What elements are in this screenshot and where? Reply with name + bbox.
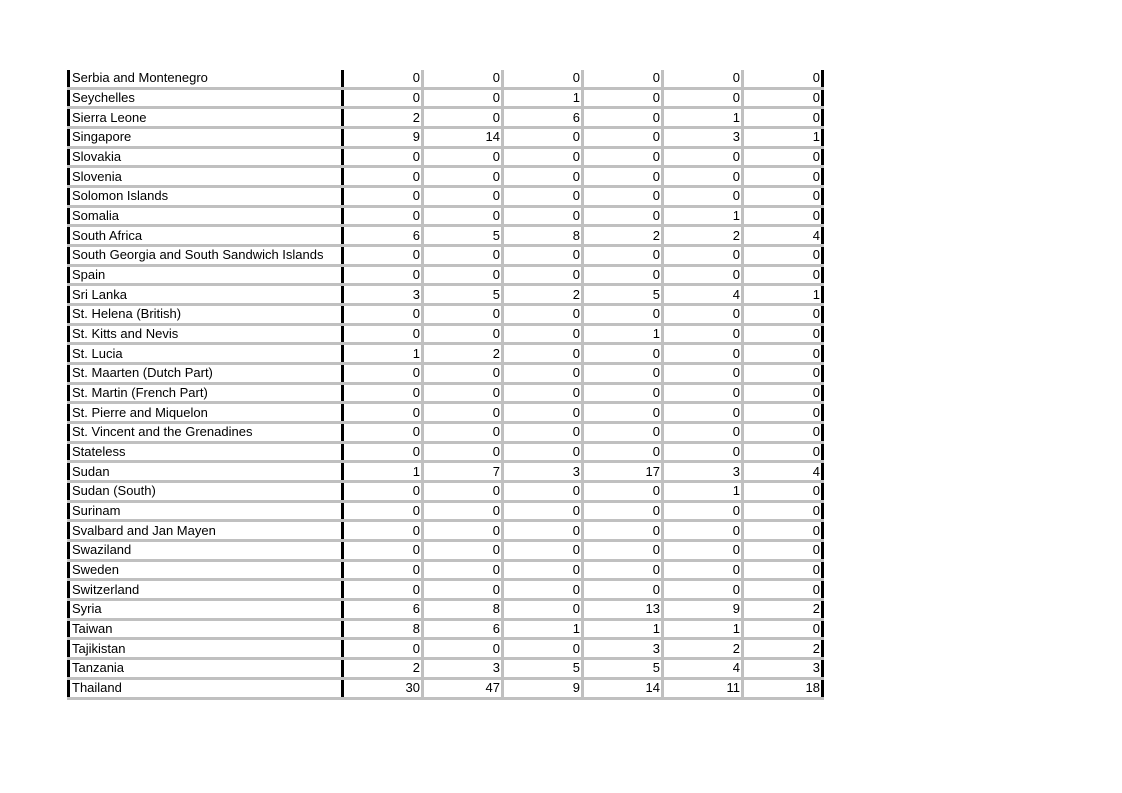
country-name-cell: Svalbard and Jan Mayen xyxy=(69,521,343,541)
table-row xyxy=(69,344,823,364)
table-row xyxy=(69,619,823,639)
value-cell-col-1: 2 xyxy=(343,108,423,128)
value-cell-col-3: 1 xyxy=(503,619,583,639)
table-row xyxy=(69,639,823,659)
value-cell-col-1: 0 xyxy=(343,187,423,207)
value-cell-col-3: 0 xyxy=(503,521,583,541)
value-cell-col-1: 0 xyxy=(343,246,423,266)
value-cell-col-1: 0 xyxy=(343,70,423,88)
value-cell-col-3: 0 xyxy=(503,383,583,403)
value-cell-col-1: 0 xyxy=(343,482,423,502)
value-cell-col-6: 0 xyxy=(743,442,823,462)
country-name-cell: South Africa xyxy=(69,226,343,246)
table-row xyxy=(69,423,823,443)
value-cell-col-3: 0 xyxy=(503,442,583,462)
country-name-cell: Singapore xyxy=(69,128,343,148)
value-cell-col-5: 1 xyxy=(663,482,743,502)
table-row xyxy=(69,246,823,266)
table-row xyxy=(69,580,823,600)
value-cell-col-4: 1 xyxy=(583,619,663,639)
value-cell-col-5: 0 xyxy=(663,324,743,344)
country-name-cell: Sudan xyxy=(69,462,343,482)
value-cell-col-1: 0 xyxy=(343,560,423,580)
table-row xyxy=(69,600,823,620)
table-row xyxy=(69,305,823,325)
country-name-cell: St. Helena (British) xyxy=(69,305,343,325)
value-cell-col-6: 0 xyxy=(743,403,823,423)
value-cell-col-4: 1 xyxy=(583,324,663,344)
value-cell-col-4: 5 xyxy=(583,285,663,305)
value-cell-col-6: 18 xyxy=(743,678,823,698)
country-name-cell: Sweden xyxy=(69,560,343,580)
value-cell-col-3: 8 xyxy=(503,226,583,246)
value-cell-col-1: 0 xyxy=(343,521,423,541)
value-cell-col-5: 0 xyxy=(663,501,743,521)
value-cell-col-3: 0 xyxy=(503,560,583,580)
value-cell-col-6: 0 xyxy=(743,580,823,600)
value-cell-col-6: 1 xyxy=(743,285,823,305)
value-cell-col-4: 0 xyxy=(583,560,663,580)
value-cell-col-6: 2 xyxy=(743,639,823,659)
country-name-cell: Switzerland xyxy=(69,580,343,600)
country-name-cell: Sudan (South) xyxy=(69,482,343,502)
value-cell-col-4: 0 xyxy=(583,167,663,187)
value-cell-col-5: 0 xyxy=(663,88,743,108)
value-cell-col-2: 0 xyxy=(423,521,503,541)
value-cell-col-5: 2 xyxy=(663,226,743,246)
table-row xyxy=(69,462,823,482)
value-cell-col-6: 0 xyxy=(743,88,823,108)
value-cell-col-2: 0 xyxy=(423,501,503,521)
value-cell-col-5: 3 xyxy=(663,462,743,482)
table-row xyxy=(69,383,823,403)
table-body xyxy=(69,70,823,698)
value-cell-col-2: 7 xyxy=(423,462,503,482)
value-cell-col-5: 0 xyxy=(663,265,743,285)
value-cell-col-4: 0 xyxy=(583,364,663,384)
value-cell-col-6: 4 xyxy=(743,462,823,482)
value-cell-col-5: 0 xyxy=(663,423,743,443)
country-name-cell: South Georgia and South Sandwich Islands xyxy=(69,246,343,266)
value-cell-col-5: 11 xyxy=(663,678,743,698)
value-cell-col-2: 0 xyxy=(423,364,503,384)
value-cell-col-5: 0 xyxy=(663,580,743,600)
country-name-cell: Solomon Islands xyxy=(69,187,343,207)
country-name-cell: Tajikistan xyxy=(69,639,343,659)
value-cell-col-2: 5 xyxy=(423,226,503,246)
value-cell-col-5: 4 xyxy=(663,659,743,679)
value-cell-col-1: 0 xyxy=(343,265,423,285)
table-row xyxy=(69,501,823,521)
value-cell-col-5: 1 xyxy=(663,206,743,226)
country-name-cell: Thailand xyxy=(69,678,343,698)
value-cell-col-5: 0 xyxy=(663,70,743,88)
value-cell-col-2: 0 xyxy=(423,265,503,285)
table-row xyxy=(69,70,823,88)
value-cell-col-5: 0 xyxy=(663,187,743,207)
value-cell-col-4: 0 xyxy=(583,108,663,128)
value-cell-col-1: 0 xyxy=(343,324,423,344)
value-cell-col-4: 0 xyxy=(583,246,663,266)
value-cell-col-1: 6 xyxy=(343,600,423,620)
value-cell-col-1: 6 xyxy=(343,226,423,246)
value-cell-col-4: 0 xyxy=(583,344,663,364)
value-cell-col-4: 0 xyxy=(583,580,663,600)
value-cell-col-1: 0 xyxy=(343,383,423,403)
value-cell-col-3: 0 xyxy=(503,324,583,344)
table-row xyxy=(69,265,823,285)
value-cell-col-6: 0 xyxy=(743,482,823,502)
value-cell-col-1: 1 xyxy=(343,462,423,482)
value-cell-col-2: 2 xyxy=(423,344,503,364)
country-name-cell: St. Martin (French Part) xyxy=(69,383,343,403)
country-name-cell: Slovakia xyxy=(69,147,343,167)
value-cell-col-6: 3 xyxy=(743,659,823,679)
country-name-cell: St. Lucia xyxy=(69,344,343,364)
value-cell-col-1: 2 xyxy=(343,659,423,679)
country-name-cell: Sri Lanka xyxy=(69,285,343,305)
value-cell-col-4: 0 xyxy=(583,501,663,521)
value-cell-col-5: 0 xyxy=(663,147,743,167)
value-cell-col-5: 3 xyxy=(663,128,743,148)
value-cell-col-6: 0 xyxy=(743,167,823,187)
table-row xyxy=(69,108,823,128)
value-cell-col-4: 0 xyxy=(583,70,663,88)
value-cell-col-2: 6 xyxy=(423,619,503,639)
value-cell-col-2: 0 xyxy=(423,560,503,580)
value-cell-col-6: 0 xyxy=(743,206,823,226)
value-cell-col-4: 0 xyxy=(583,383,663,403)
value-cell-col-4: 0 xyxy=(583,265,663,285)
value-cell-col-6: 0 xyxy=(743,521,823,541)
value-cell-col-1: 0 xyxy=(343,167,423,187)
value-cell-col-6: 0 xyxy=(743,246,823,266)
value-cell-col-4: 0 xyxy=(583,541,663,561)
country-name-cell: Somalia xyxy=(69,206,343,226)
value-cell-col-6: 0 xyxy=(743,541,823,561)
value-cell-col-5: 0 xyxy=(663,383,743,403)
country-name-cell: Taiwan xyxy=(69,619,343,639)
value-cell-col-6: 4 xyxy=(743,226,823,246)
value-cell-col-5: 9 xyxy=(663,600,743,620)
value-cell-col-5: 4 xyxy=(663,285,743,305)
table-row xyxy=(69,659,823,679)
value-cell-col-6: 0 xyxy=(743,364,823,384)
value-cell-col-2: 0 xyxy=(423,108,503,128)
country-data-table xyxy=(67,70,824,700)
value-cell-col-4: 0 xyxy=(583,206,663,226)
value-cell-col-2: 0 xyxy=(423,246,503,266)
value-cell-col-3: 0 xyxy=(503,70,583,88)
value-cell-col-3: 0 xyxy=(503,344,583,364)
value-cell-col-2: 0 xyxy=(423,403,503,423)
value-cell-col-1: 0 xyxy=(343,580,423,600)
value-cell-col-2: 0 xyxy=(423,423,503,443)
country-name-cell: St. Vincent and the Grenadines xyxy=(69,423,343,443)
value-cell-col-3: 0 xyxy=(503,246,583,266)
value-cell-col-3: 5 xyxy=(503,659,583,679)
value-cell-col-3: 1 xyxy=(503,88,583,108)
value-cell-col-3: 0 xyxy=(503,206,583,226)
value-cell-col-3: 0 xyxy=(503,265,583,285)
value-cell-col-6: 0 xyxy=(743,147,823,167)
value-cell-col-1: 0 xyxy=(343,88,423,108)
value-cell-col-1: 0 xyxy=(343,639,423,659)
value-cell-col-6: 0 xyxy=(743,423,823,443)
value-cell-col-1: 0 xyxy=(343,423,423,443)
value-cell-col-6: 0 xyxy=(743,560,823,580)
table-row xyxy=(69,206,823,226)
country-name-cell: Serbia and Montenegro xyxy=(69,70,343,88)
table-row xyxy=(69,442,823,462)
value-cell-col-5: 0 xyxy=(663,541,743,561)
value-cell-col-2: 0 xyxy=(423,70,503,88)
value-cell-col-2: 47 xyxy=(423,678,503,698)
value-cell-col-4: 0 xyxy=(583,482,663,502)
value-cell-col-5: 0 xyxy=(663,521,743,541)
country-name-cell: Syria xyxy=(69,600,343,620)
country-name-cell: Seychelles xyxy=(69,88,343,108)
table-row xyxy=(69,88,823,108)
value-cell-col-6: 1 xyxy=(743,128,823,148)
country-name-cell: St. Maarten (Dutch Part) xyxy=(69,364,343,384)
value-cell-col-3: 3 xyxy=(503,462,583,482)
value-cell-col-3: 0 xyxy=(503,541,583,561)
value-cell-col-1: 0 xyxy=(343,442,423,462)
value-cell-col-6: 2 xyxy=(743,600,823,620)
value-cell-col-2: 0 xyxy=(423,639,503,659)
value-cell-col-4: 2 xyxy=(583,226,663,246)
value-cell-col-2: 0 xyxy=(423,442,503,462)
value-cell-col-2: 0 xyxy=(423,147,503,167)
value-cell-col-2: 0 xyxy=(423,580,503,600)
value-cell-col-4: 13 xyxy=(583,600,663,620)
table-row xyxy=(69,541,823,561)
value-cell-col-6: 0 xyxy=(743,383,823,403)
value-cell-col-4: 0 xyxy=(583,521,663,541)
value-cell-col-4: 5 xyxy=(583,659,663,679)
value-cell-col-5: 1 xyxy=(663,108,743,128)
value-cell-col-3: 0 xyxy=(503,305,583,325)
value-cell-col-5: 0 xyxy=(663,246,743,266)
table-row xyxy=(69,364,823,384)
value-cell-col-2: 0 xyxy=(423,383,503,403)
value-cell-col-4: 0 xyxy=(583,403,663,423)
table-row xyxy=(69,285,823,305)
value-cell-col-3: 2 xyxy=(503,285,583,305)
value-cell-col-6: 0 xyxy=(743,70,823,88)
value-cell-col-6: 0 xyxy=(743,187,823,207)
country-name-cell: Swaziland xyxy=(69,541,343,561)
value-cell-col-4: 0 xyxy=(583,423,663,443)
value-cell-col-2: 0 xyxy=(423,324,503,344)
value-cell-col-1: 0 xyxy=(343,305,423,325)
value-cell-col-5: 1 xyxy=(663,619,743,639)
value-cell-col-6: 0 xyxy=(743,344,823,364)
value-cell-col-5: 0 xyxy=(663,364,743,384)
country-name-cell: Sierra Leone xyxy=(69,108,343,128)
value-cell-col-1: 0 xyxy=(343,403,423,423)
value-cell-col-3: 0 xyxy=(503,364,583,384)
value-cell-col-1: 0 xyxy=(343,206,423,226)
value-cell-col-2: 0 xyxy=(423,482,503,502)
table-row xyxy=(69,187,823,207)
value-cell-col-5: 0 xyxy=(663,442,743,462)
value-cell-col-6: 0 xyxy=(743,619,823,639)
table-row xyxy=(69,226,823,246)
value-cell-col-2: 3 xyxy=(423,659,503,679)
table-row xyxy=(69,403,823,423)
value-cell-col-6: 0 xyxy=(743,265,823,285)
table-row xyxy=(69,324,823,344)
table-row xyxy=(69,128,823,148)
value-cell-col-4: 14 xyxy=(583,678,663,698)
value-cell-col-2: 14 xyxy=(423,128,503,148)
value-cell-col-1: 30 xyxy=(343,678,423,698)
table-row xyxy=(69,482,823,502)
country-name-cell: Tanzania xyxy=(69,659,343,679)
value-cell-col-5: 0 xyxy=(663,560,743,580)
country-name-cell: St. Kitts and Nevis xyxy=(69,324,343,344)
value-cell-col-1: 3 xyxy=(343,285,423,305)
value-cell-col-3: 0 xyxy=(503,580,583,600)
value-cell-col-2: 0 xyxy=(423,88,503,108)
value-cell-col-2: 0 xyxy=(423,541,503,561)
value-cell-col-4: 0 xyxy=(583,128,663,148)
value-cell-col-1: 0 xyxy=(343,364,423,384)
value-cell-col-4: 0 xyxy=(583,305,663,325)
value-cell-col-5: 0 xyxy=(663,305,743,325)
value-cell-col-3: 9 xyxy=(503,678,583,698)
value-cell-col-1: 0 xyxy=(343,541,423,561)
value-cell-col-1: 0 xyxy=(343,147,423,167)
value-cell-col-5: 0 xyxy=(663,344,743,364)
value-cell-col-6: 0 xyxy=(743,305,823,325)
value-cell-col-2: 0 xyxy=(423,206,503,226)
table-row xyxy=(69,678,823,698)
value-cell-col-5: 0 xyxy=(663,167,743,187)
value-cell-col-1: 0 xyxy=(343,501,423,521)
value-cell-col-2: 0 xyxy=(423,187,503,207)
value-cell-col-3: 0 xyxy=(503,600,583,620)
value-cell-col-3: 0 xyxy=(503,639,583,659)
value-cell-col-1: 9 xyxy=(343,128,423,148)
country-name-cell: St. Pierre and Miquelon xyxy=(69,403,343,423)
value-cell-col-3: 0 xyxy=(503,167,583,187)
value-cell-col-3: 6 xyxy=(503,108,583,128)
country-name-cell: Stateless xyxy=(69,442,343,462)
value-cell-col-3: 0 xyxy=(503,128,583,148)
value-cell-col-6: 0 xyxy=(743,324,823,344)
value-cell-col-4: 0 xyxy=(583,147,663,167)
value-cell-col-4: 17 xyxy=(583,462,663,482)
table-row xyxy=(69,560,823,580)
value-cell-col-6: 0 xyxy=(743,501,823,521)
table-row xyxy=(69,147,823,167)
value-cell-col-3: 0 xyxy=(503,187,583,207)
value-cell-col-4: 3 xyxy=(583,639,663,659)
value-cell-col-2: 5 xyxy=(423,285,503,305)
value-cell-col-3: 0 xyxy=(503,423,583,443)
value-cell-col-1: 1 xyxy=(343,344,423,364)
country-name-cell: Surinam xyxy=(69,501,343,521)
value-cell-col-4: 0 xyxy=(583,442,663,462)
country-name-cell: Slovenia xyxy=(69,167,343,187)
value-cell-col-5: 0 xyxy=(663,403,743,423)
value-cell-col-3: 0 xyxy=(503,501,583,521)
value-cell-col-6: 0 xyxy=(743,108,823,128)
value-cell-col-2: 8 xyxy=(423,600,503,620)
table-row xyxy=(69,167,823,187)
country-name-cell: Spain xyxy=(69,265,343,285)
value-cell-col-3: 0 xyxy=(503,482,583,502)
value-cell-col-3: 0 xyxy=(503,403,583,423)
value-cell-col-5: 2 xyxy=(663,639,743,659)
value-cell-col-4: 0 xyxy=(583,187,663,207)
value-cell-col-2: 0 xyxy=(423,305,503,325)
table-row xyxy=(69,521,823,541)
value-cell-col-4: 0 xyxy=(583,88,663,108)
value-cell-col-1: 8 xyxy=(343,619,423,639)
value-cell-col-3: 0 xyxy=(503,147,583,167)
value-cell-col-2: 0 xyxy=(423,167,503,187)
